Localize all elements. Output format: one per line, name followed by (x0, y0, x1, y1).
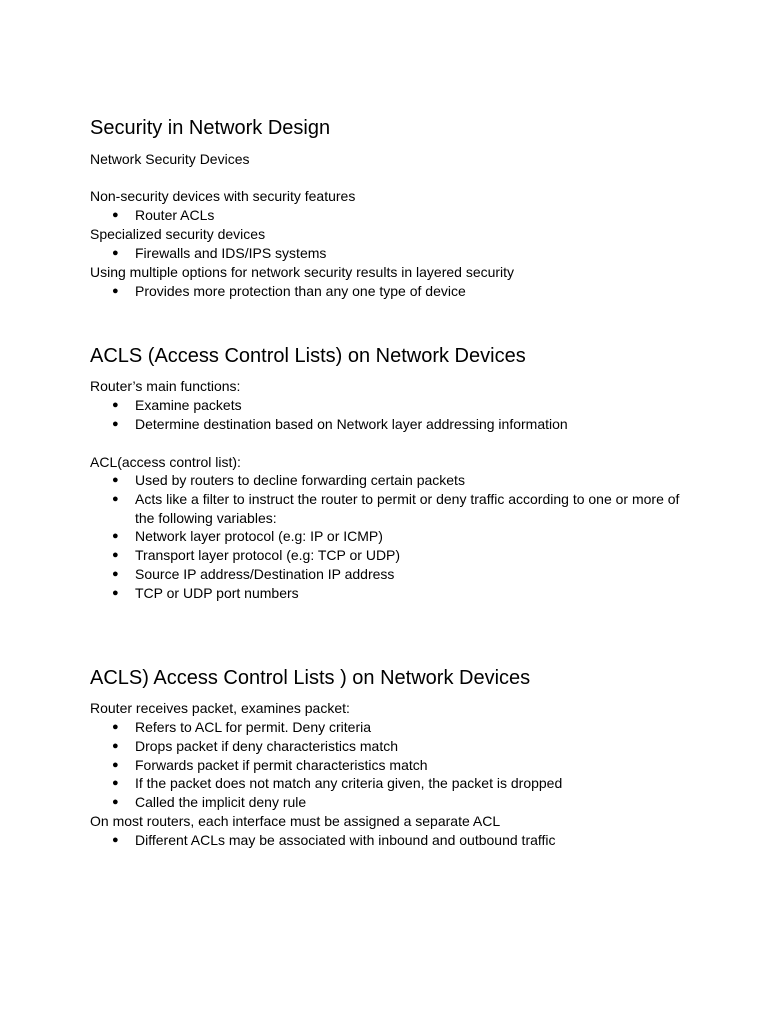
list-item (90, 584, 690, 603)
list-item (90, 546, 690, 565)
section-3-intro-label: Router receives packet, examines packet: (90, 700, 350, 716)
bullet-icon: ● (112, 492, 119, 505)
bullet-icon: ● (112, 834, 119, 846)
section-3-title: ACLS) Access Control Lists ) on Network Devices (90, 667, 531, 689)
bullet-icon: ● (112, 247, 119, 259)
list-item (90, 282, 690, 301)
list-item-text: Refers to ACL for permit. Deny criteria (135, 719, 372, 735)
bullet-icon: ● (112, 474, 119, 486)
list-item (90, 206, 690, 225)
bullet-icon: ● (112, 549, 119, 562)
section-1-group-2-list (90, 244, 690, 263)
bullet-icon: ● (112, 417, 119, 430)
list-item-text: Acts like a filter to instruct the router to permit or deny traffic according to one or more of the following variables: (135, 490, 680, 526)
section-1-group-2-label: Specialized security devices (90, 226, 266, 242)
list-item-text: Different ACLs may be associated with inbound and outbound traffic (135, 832, 556, 848)
bullet-icon: ● (112, 758, 119, 771)
list-item (90, 415, 690, 434)
bullet-icon: ● (112, 586, 119, 599)
list-item (90, 244, 690, 263)
section-3-interface-list (90, 831, 690, 850)
list-item-text: Called the implicit deny rule (135, 794, 307, 811)
bullet-icon: ● (112, 530, 119, 543)
list-item-text: Determine destination based on Network layer addressing information (135, 415, 568, 432)
section-2-title: ACLS (Access Control Lists) on Network Devices (90, 345, 526, 367)
section-3-intro-list (90, 718, 690, 812)
section-2-acl-label: ACL(access control list): (90, 454, 241, 470)
section-1-group-1-list (90, 206, 690, 225)
list-item-text: Transport layer protocol (e.g: TCP or UDP) (135, 547, 401, 564)
list-item (90, 737, 690, 756)
bullet-icon: ● (112, 739, 119, 752)
list-item-text: Firewalls and IDS/IPS systems (135, 245, 327, 261)
list-item-text: Forwards packet if permit characteristics match (135, 756, 428, 773)
list-item (90, 565, 690, 584)
list-item-text: Provides more protection than any one type of device (135, 283, 466, 299)
bullet-icon: ● (112, 285, 119, 297)
section-1-subtitle: Network Security Devices (90, 151, 250, 167)
section-1-title: Security in Network Design (90, 117, 331, 139)
list-item-text: Router ACLs (135, 207, 215, 223)
list-item (90, 490, 690, 528)
list-item-text: If the packet does not match any criteria given, the packet is dropped (135, 775, 563, 792)
bullet-icon: ● (112, 721, 119, 733)
list-item-text: TCP or UDP port numbers (135, 584, 299, 601)
section-1-group-3-list (90, 282, 690, 301)
list-item (90, 831, 690, 850)
list-item (90, 756, 690, 775)
bullet-icon: ● (112, 209, 119, 221)
section-2-intro-label: Router’s main functions: (90, 378, 241, 394)
list-item (90, 718, 690, 737)
list-item-text: Used by routers to decline forwarding certain packets (135, 472, 465, 488)
list-item (90, 471, 690, 490)
list-item (90, 774, 690, 793)
section-1-group-3-label: Using multiple options for network security results in layered security (90, 264, 515, 280)
bullet-icon: ● (112, 567, 119, 580)
list-item (90, 793, 690, 812)
section-1-group-1-label: Non-security devices with security features (90, 188, 356, 204)
section-3-interface-label: On most routers, each interface must be assigned a separate ACL (90, 813, 501, 829)
bullet-icon: ● (112, 399, 119, 411)
list-item-text: Network layer protocol (e.g: IP or ICMP) (135, 528, 383, 545)
section-2-intro-list (90, 396, 690, 434)
list-item-text: Examine packets (135, 397, 242, 413)
list-item (90, 396, 690, 415)
list-item-text: Source IP address/Destination IP address (135, 565, 395, 582)
list-item (90, 527, 690, 546)
bullet-icon: ● (112, 777, 119, 790)
list-item-text: Drops packet if deny characteristics match (135, 737, 398, 754)
section-2-acl-list (90, 471, 690, 603)
bullet-icon: ● (112, 796, 119, 809)
